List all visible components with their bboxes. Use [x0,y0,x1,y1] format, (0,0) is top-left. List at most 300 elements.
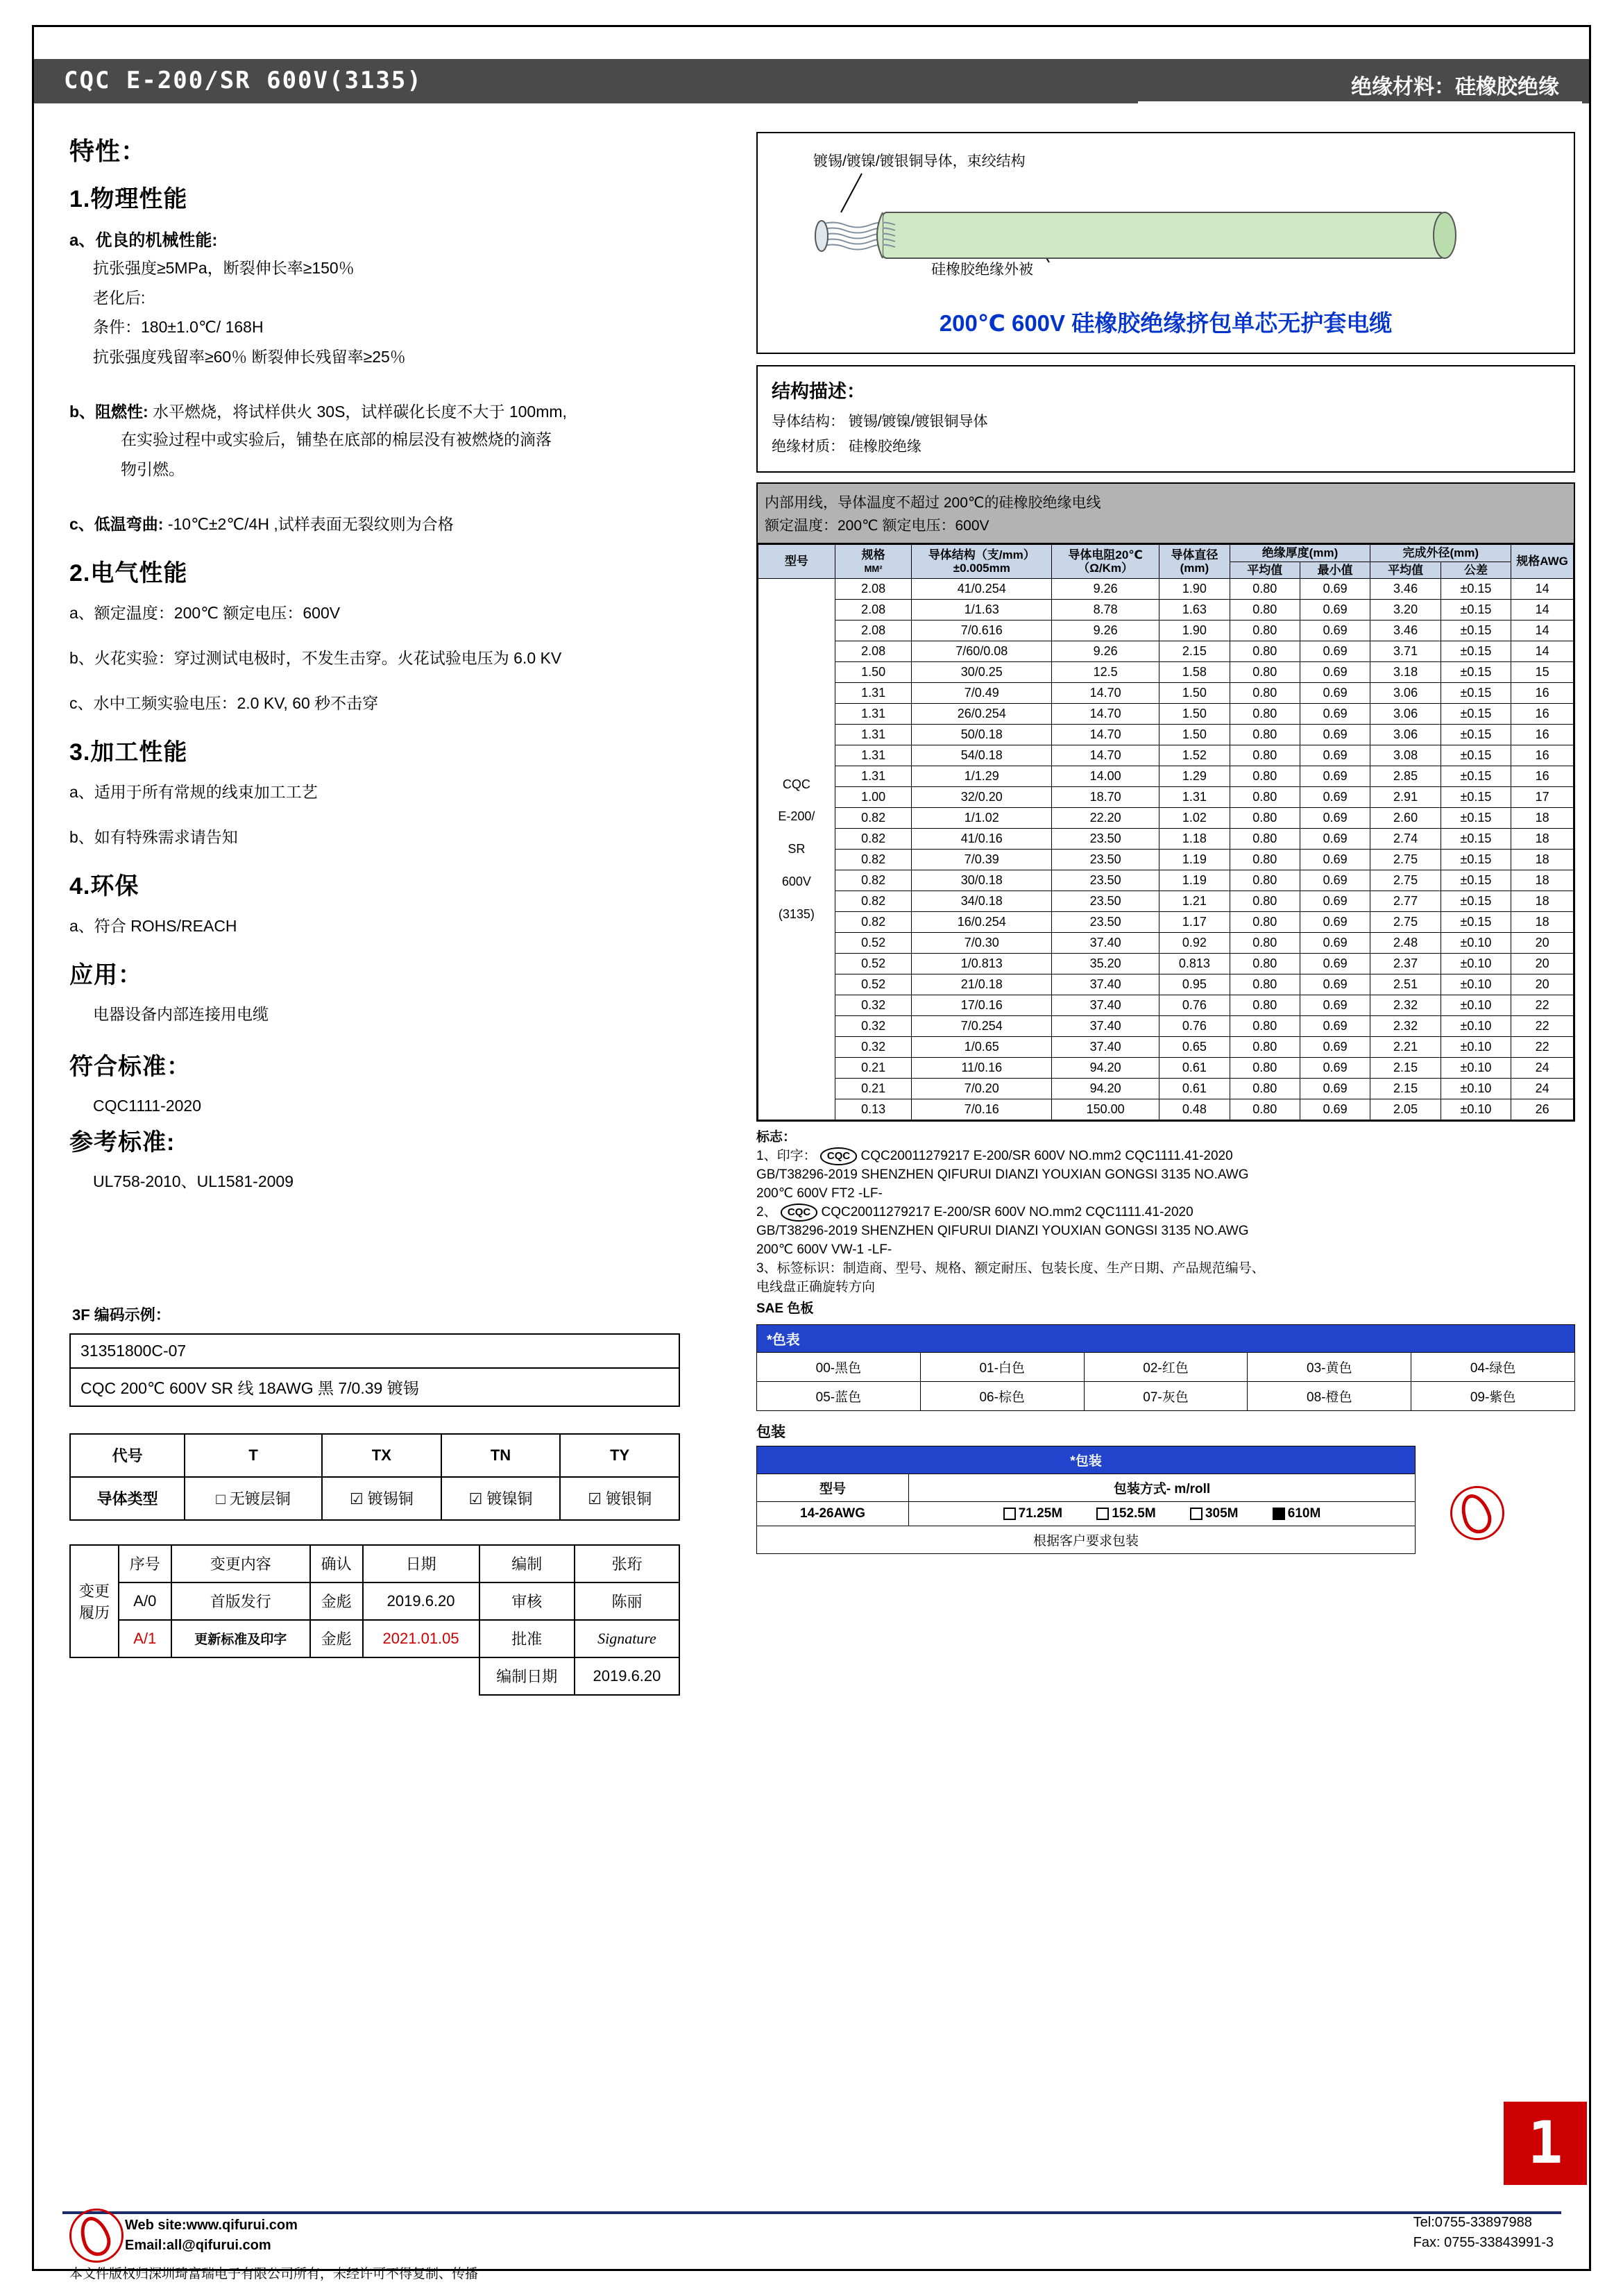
rev-r2-c4: 编制日期 [479,1657,575,1695]
cell-cond-dia: 0.48 [1159,1099,1230,1120]
cell-od-avg: 3.06 [1370,704,1441,725]
cell-cond-dia: 1.52 [1159,745,1230,766]
standard-title: 符合标准： [69,1053,191,1080]
cell-cond-res: 14.70 [1052,725,1159,745]
cell-cond-struct: 7/60/0.08 [912,641,1052,662]
cell-spec: 2.08 [835,600,912,621]
cell-spec: 1.31 [835,704,912,725]
cell-cond-dia: 0.92 [1159,933,1230,954]
structure-title: 结构描述： [772,381,865,402]
cell-od-tol: ±0.15 [1441,579,1511,600]
cell-insul-min: 0.69 [1300,725,1370,745]
marks-title: 标志： [756,1130,797,1145]
mark-line-3: 200℃ 600V FT2 -LF- [756,1186,883,1201]
cell-cond-struct: 17/0.16 [912,995,1052,1016]
table-row [758,787,1574,808]
proc-a: a、适用于所有常规的线束加工工艺 [69,783,318,801]
cell-cond-res: 94.20 [1052,1058,1159,1079]
packaging-option-610[interactable] [1273,1506,1321,1521]
cell-od-avg: 2.60 [1370,808,1441,829]
cell-od-avg: 3.71 [1370,641,1441,662]
cell-insul-avg: 0.80 [1230,891,1300,912]
cell-cond-dia: 1.90 [1159,621,1230,641]
section-physical-title: 1.物理性能 [69,186,188,212]
cell-od-avg: 2.75 [1370,912,1441,933]
cell-insul-avg: 0.80 [1230,954,1300,974]
cell-cond-res: 150.00 [1052,1099,1159,1120]
table-row [758,1037,1574,1058]
table-row [758,974,1574,995]
elec-b: b、火花实验：穿过测试电极时，不发生击穿。火花试验电压为 6.0 KV [69,649,562,667]
cold-bend-line [69,512,736,534]
table-row [758,870,1574,891]
cell-awg: 18 [1511,808,1574,829]
cell-od-avg: 3.18 [1370,662,1441,683]
flame-line-3: 物引燃。 [121,459,185,478]
features-title: 特性： [69,137,147,165]
cell-insul-min: 0.69 [1300,1016,1370,1037]
cell-spec: 1.31 [835,766,912,787]
cell-cond-res: 8.78 [1052,600,1159,621]
table-row [70,1657,679,1695]
table-row [758,1099,1574,1120]
cell-od-tol: ±0.15 [1441,662,1511,683]
cell-spec: 0.21 [835,1079,912,1099]
cond-head-4: TY [560,1434,679,1477]
cond-cell-2[interactable]: ☑ 镀镍铜 [441,1477,561,1520]
cell-cond-struct: 32/0.20 [912,787,1052,808]
cold-bend-text: -10℃±2℃/4H ,试样表面无裂纹则为合格 [167,515,454,533]
color-00: 00-黑色 [757,1352,921,1381]
elec-a: a、额定温度：200℃ 额定电压：600V [69,604,341,622]
rev-head-1: 变更内容 [171,1545,310,1582]
cell-awg: 16 [1511,704,1574,725]
mech-line-4: 抗张强度残留率≥60％ 断裂伸长残留率≥25％ [93,347,406,366]
cond-row-label: 导体类型 [70,1477,185,1520]
color-08: 08-橙色 [1248,1381,1411,1410]
table-row [758,850,1574,870]
conductor-type-table [69,1433,680,1521]
cell-spec: 0.82 [835,808,912,829]
packaging-option-610-label: 610M [1287,1505,1321,1521]
table-row [758,725,1574,745]
cell-od-avg: 2.51 [1370,974,1441,995]
footer-fax: Fax: 0755-33843991-3 [1413,2235,1554,2250]
flame-label: b、阻燃性: [69,403,148,421]
cond-head-0: 代号 [70,1434,185,1477]
cell-cond-struct: 16/0.254 [912,912,1052,933]
cond-cell-1[interactable]: ☑ 镀锡铜 [322,1477,441,1520]
cell-cond-dia: 0.76 [1159,995,1230,1016]
table-row [758,745,1574,766]
th-spec-unit: MM² [864,564,883,575]
right-column [756,132,1575,1554]
cell-cond-dia: 1.31 [1159,787,1230,808]
cell-insul-min: 0.69 [1300,641,1370,662]
cell-od-tol: ±0.10 [1441,1058,1511,1079]
application-text: 电器设备内部连接用电缆 [93,1005,269,1023]
cell-cond-struct: 34/0.18 [912,891,1052,912]
cell-cond-res: 9.26 [1052,579,1159,600]
cell-spec: 1.31 [835,725,912,745]
rev-side-label: 变更履历 [70,1545,119,1657]
rev-head-3: 日期 [363,1545,479,1582]
table-row [758,954,1574,974]
cell-insul-min: 0.69 [1300,1037,1370,1058]
section-processing-title: 3.加工性能 [69,739,188,766]
cell-cond-struct: 7/0.39 [912,850,1052,870]
table-row [758,829,1574,850]
structure-line-2: 绝缘材质： 硅橡胶绝缘 [772,439,921,455]
color-04: 04-绿色 [1411,1352,1575,1381]
cell-insul-avg: 0.80 [1230,704,1300,725]
table-row [758,891,1574,912]
cell-cond-dia: 1.21 [1159,891,1230,912]
cell-insul-avg: 0.80 [1230,850,1300,870]
table-row [758,912,1574,933]
cell-cond-struct: 41/0.254 [912,579,1052,600]
footer-email[interactable]: Email:all@qifurui.com [125,2238,271,2253]
packaging-section [756,1446,1575,1554]
table-row [757,1446,1416,1474]
cell-cond-struct: 7/0.16 [912,1099,1052,1120]
cell-cond-dia: 1.17 [1159,912,1230,933]
rev-r0-c1: 首版发行 [171,1582,310,1620]
cell-od-tol: ±0.15 [1441,725,1511,745]
revision-history-table [69,1544,680,1696]
cell-cond-res: 9.26 [1052,641,1159,662]
cell-awg: 14 [1511,621,1574,641]
mark-line-8: 电线盘正确旋转方向 [756,1279,876,1294]
packaging-col-model: 型号 [757,1474,909,1501]
cond-head-1: T [185,1434,322,1477]
cell-cond-struct: 7/0.49 [912,683,1052,704]
cell-od-tol: ±0.10 [1441,995,1511,1016]
color-07: 07-灰色 [1084,1381,1248,1410]
packaging-option-152-label: 152.5M [1112,1505,1156,1521]
cell-spec: 0.82 [835,912,912,933]
cell-cond-res: 14.70 [1052,683,1159,704]
cell-awg: 20 [1511,954,1574,974]
cell-cond-struct: 30/0.25 [912,662,1052,683]
rev-r1-c3: 2021.01.05 [363,1620,479,1657]
packaging-label: 包装 [756,1424,785,1440]
cell-insul-avg: 0.80 [1230,1079,1300,1099]
mark-line-4 [756,1204,1575,1222]
cell-insul-min: 0.69 [1300,745,1370,766]
cell-od-avg: 3.08 [1370,745,1441,766]
rev-r1-c2: 金彪 [310,1620,363,1657]
page-number: 1 [1504,2102,1587,2185]
cell-insul-avg: 0.80 [1230,808,1300,829]
coding-example-line-1: 31351800C-07 [71,1335,679,1369]
cell-cond-res: 23.50 [1052,829,1159,850]
mark2-text: CQC20011279217 E-200/SR 600V NO.mm2 CQC1111.41-2020 [821,1204,1193,1219]
cell-spec: 0.82 [835,891,912,912]
table-row [70,1582,679,1620]
th-insul-thick: 绝缘厚度(mm) [1230,545,1370,562]
cell-insul-avg: 0.80 [1230,725,1300,745]
cell-cond-struct: 1/0.813 [912,954,1052,974]
cell-insul-avg: 0.80 [1230,1016,1300,1037]
cell-awg: 14 [1511,600,1574,621]
packaging-note: 根据客户要求包装 [757,1526,1416,1553]
cell-cond-dia: 0.813 [1159,954,1230,974]
table-row [758,621,1574,641]
cable-caption-insulation: 硅橡胶绝缘外被 [931,262,1033,278]
cell-insul-min: 0.69 [1300,662,1370,683]
marking-section [756,1129,1575,1319]
flame-line-1 [69,399,736,422]
cell-awg: 14 [1511,641,1574,662]
spec-table [758,544,1574,1120]
checkbox-unchecked-icon[interactable] [1003,1508,1016,1520]
cell-spec: 2.08 [835,641,912,662]
coding-example-box [69,1333,680,1407]
cell-spec: 1.31 [835,745,912,766]
packaging-option-152[interactable] [1096,1506,1159,1521]
cell-cond-dia: 1.50 [1159,704,1230,725]
cell-insul-min: 0.69 [1300,704,1370,725]
cell-od-avg: 2.91 [1370,787,1441,808]
cell-awg: 18 [1511,850,1574,870]
cell-spec: 0.82 [835,870,912,891]
cell-od-avg: 2.85 [1370,766,1441,787]
cell-awg: 16 [1511,683,1574,704]
th-od: 完成外径(mm) [1370,545,1511,562]
cell-cond-dia: 1.19 [1159,870,1230,891]
cable-illustration-box [756,132,1575,354]
rev-head-5: 张珩 [575,1545,679,1582]
cell-insul-min: 0.69 [1300,1099,1370,1120]
elec-c: c、水中工频实验电压：2.0 KV, 60 秒不击穿 [69,694,379,712]
cell-cond-dia: 1.18 [1159,829,1230,850]
cell-od-tol: ±0.15 [1441,891,1511,912]
cell-cond-struct: 30/0.18 [912,870,1052,891]
packaging-option-305[interactable] [1190,1506,1242,1521]
cell-cond-res: 35.20 [1052,954,1159,974]
approval-signature: Signature [575,1620,679,1657]
checkbox-unchecked-icon[interactable] [1190,1508,1203,1520]
spec-note-line-2: 额定温度：200℃ 额定电压：600V [765,518,989,534]
footer-contact-left [125,2215,298,2256]
color-table-title: *色表 [756,1324,1575,1352]
checkbox-unchecked-icon[interactable] [1096,1508,1109,1520]
cell-awg: 22 [1511,995,1574,1016]
cell-spec: 0.82 [835,850,912,870]
cell-insul-min: 0.69 [1300,850,1370,870]
cell-spec: 1.50 [835,662,912,683]
header-underline [1138,101,1582,103]
cell-insul-min: 0.69 [1300,995,1370,1016]
mark1-prefix: 1、印字： [756,1149,817,1164]
table-row [758,933,1574,954]
rev-r2-c5: 2019.6.20 [575,1657,679,1695]
mark1-text: CQC20011279217 E-200/SR 600V NO.mm2 CQC1111.41-2020 [860,1149,1233,1164]
table-row [758,1016,1574,1037]
cell-spec: 0.13 [835,1099,912,1120]
th-cond-struct: 导体结构（支/mm）±0.005mm [912,545,1052,579]
reference-title: 参考标准: [69,1129,176,1156]
mech-line-3: 条件：180±1.0℃/ 168H [93,318,264,336]
coding-example-title: 3F 编码示例： [72,1306,171,1324]
cell-od-tol: ±0.15 [1441,787,1511,808]
spec-model-cell: CQC E-200/ SR 600V (3135) [758,579,835,1120]
table-row [758,704,1574,725]
packaging-option-305-label: 305M [1205,1505,1239,1521]
rev-r0-c0: A/0 [119,1582,171,1620]
section-electrical-title: 2.电气性能 [69,560,188,586]
cqc-badge-icon-2: CQC [781,1204,817,1221]
cell-awg: 24 [1511,1079,1574,1099]
cell-cond-struct: 7/0.20 [912,1079,1052,1099]
cell-cond-res: 37.40 [1052,1037,1159,1058]
cell-awg: 22 [1511,1037,1574,1058]
cell-od-avg: 2.75 [1370,850,1441,870]
table-row [70,1477,679,1520]
cell-cond-struct: 21/0.18 [912,974,1052,995]
cell-od-tol: ±0.15 [1441,683,1511,704]
cell-awg: 18 [1511,870,1574,891]
mark-line-6: 200℃ 600V VW-1 -LF- [756,1242,892,1257]
rev-r1-c1: 更新标准及印字 [171,1620,310,1657]
cell-cond-res: 94.20 [1052,1079,1159,1099]
cond-cell-3[interactable]: ☑ 镀银铜 [560,1477,679,1520]
cell-spec: 2.08 [835,621,912,641]
th-insul-avg: 平均值 [1230,562,1300,579]
packaging-option-71[interactable] [1003,1506,1067,1521]
cell-insul-avg: 0.80 [1230,662,1300,683]
cell-insul-avg: 0.80 [1230,933,1300,954]
cell-od-avg: 3.06 [1370,683,1441,704]
cell-od-avg: 2.75 [1370,870,1441,891]
table-row [758,662,1574,683]
cell-od-avg: 3.06 [1370,725,1441,745]
cell-cond-dia: 0.76 [1159,1016,1230,1037]
cell-cond-dia: 0.61 [1159,1058,1230,1079]
mark-line-2: GB/T38296-2019 SHENZHEN QIFURUI DIANZI YOUXIAN GONGSI 3135 NO.AWG [756,1167,1249,1183]
th-cond-dia: 导体直径(mm) [1159,545,1230,579]
checkbox-checked-icon[interactable] [1273,1508,1285,1520]
cable-caption-conductor: 镀锡/镀镍/镀银铜导体，束绞结构 [813,153,1026,169]
application-title: 应用： [69,962,142,988]
cell-insul-avg: 0.80 [1230,787,1300,808]
cell-od-avg: 2.48 [1370,933,1441,954]
footer-divider [62,2211,1561,2214]
cell-spec: 0.52 [835,954,912,974]
structure-line-1: 导体结构： 镀锡/镀镍/镀银铜导体 [772,414,988,430]
cell-od-avg: 2.15 [1370,1058,1441,1079]
cell-insul-min: 0.69 [1300,891,1370,912]
reference-text: UL758-2010、UL1581-2009 [93,1172,294,1190]
table-row [758,766,1574,787]
coding-example-line-2: CQC 200℃ 600V SR 线 18AWG 黑 7/0.39 镀锡 [80,1378,419,1397]
cell-od-tol: ±0.10 [1441,1079,1511,1099]
cell-insul-min: 0.69 [1300,870,1370,891]
cell-cond-res: 37.40 [1052,933,1159,954]
cell-cond-dia: 1.63 [1159,600,1230,621]
cell-od-tol: ±0.10 [1441,1099,1511,1120]
color-05: 05-蓝色 [757,1381,921,1410]
cell-insul-avg: 0.80 [1230,1037,1300,1058]
color-09: 09-紫色 [1411,1381,1575,1410]
cell-awg: 14 [1511,579,1574,600]
mark-line-7: 3、标签标识：制造商、型号、规格、额定耐压、包装长度、生产日期、产品规范编号、 [756,1260,1265,1276]
cell-cond-struct: 1/1.63 [912,600,1052,621]
spec-note-line-1: 内部用线，导体温度不超过 200℃的硅橡胶绝缘电线 [765,495,1101,511]
table-row [70,1434,679,1477]
cond-cell-0[interactable]: □ 无镀层铜 [185,1477,322,1520]
cell-cond-struct: 1/1.02 [912,808,1052,829]
cell-od-tol: ±0.15 [1441,912,1511,933]
cell-od-tol: ±0.15 [1441,829,1511,850]
cell-insul-min: 0.69 [1300,1079,1370,1099]
cell-insul-avg: 0.80 [1230,600,1300,621]
cell-insul-avg: 0.80 [1230,870,1300,891]
mark2-prefix: 2、 [756,1204,777,1219]
cell-od-tol: ±0.15 [1441,870,1511,891]
th-od-tol: 公差 [1441,562,1511,579]
standard-text: CQC1111-2020 [93,1096,201,1115]
proc-b: b、如有特殊需求请告知 [69,828,238,846]
cell-cond-res: 37.40 [1052,995,1159,1016]
cell-awg: 24 [1511,1058,1574,1079]
footer-website[interactable]: Web site:www.qifurui.com [125,2218,298,2233]
cell-od-avg: 2.21 [1370,1037,1441,1058]
header-model-code: CQC E-200/SR 600V(3135) [64,67,423,94]
packaging-title: *包装 [757,1446,1416,1474]
table-row [758,808,1574,829]
cell-od-tol: ±0.15 [1441,621,1511,641]
cell-cond-res: 23.50 [1052,870,1159,891]
color-06: 06-棕色 [920,1381,1084,1410]
cell-cond-struct: 50/0.18 [912,725,1052,745]
cell-cond-dia: 2.15 [1159,641,1230,662]
cell-od-avg: 2.32 [1370,1016,1441,1037]
table-row [758,1058,1574,1079]
cell-insul-avg: 0.80 [1230,974,1300,995]
th-awg: 规格AWG [1511,545,1574,579]
cell-spec: 0.21 [835,1058,912,1079]
th-spec [835,545,912,579]
cell-cond-struct: 1/0.65 [912,1037,1052,1058]
cell-od-avg: 3.20 [1370,600,1441,621]
cell-cond-struct: 1/1.29 [912,766,1052,787]
cell-cond-res: 37.40 [1052,974,1159,995]
table-row [758,579,1574,600]
color-03: 03-黄色 [1248,1352,1411,1381]
cell-insul-min: 0.69 [1300,621,1370,641]
footer-tel: Tel:0755-33897988 [1413,2215,1532,2230]
color-02: 02-红色 [1084,1352,1248,1381]
cell-cond-res: 18.70 [1052,787,1159,808]
section-environment-title: 4.环保 [69,873,139,900]
table-row [70,1620,679,1657]
rev-head-0: 序号 [119,1545,171,1582]
cell-insul-avg: 0.80 [1230,621,1300,641]
cell-od-avg: 2.05 [1370,1099,1441,1120]
rev-head-4: 编制 [479,1545,575,1582]
table-row [757,1501,1416,1526]
env-a: a、符合 ROHS/REACH [69,917,237,935]
cell-cond-res: 14.70 [1052,704,1159,725]
rev-r0-c4: 审核 [479,1582,575,1620]
cell-awg: 26 [1511,1099,1574,1120]
cell-cond-struct: 7/0.616 [912,621,1052,641]
cell-cond-dia: 0.61 [1159,1079,1230,1099]
cell-cond-dia: 1.29 [1159,766,1230,787]
mark-line-5: GB/T38296-2019 SHENZHEN QIFURUI DIANZI YOUXIAN GONGSI 3135 NO.AWG [756,1223,1249,1238]
